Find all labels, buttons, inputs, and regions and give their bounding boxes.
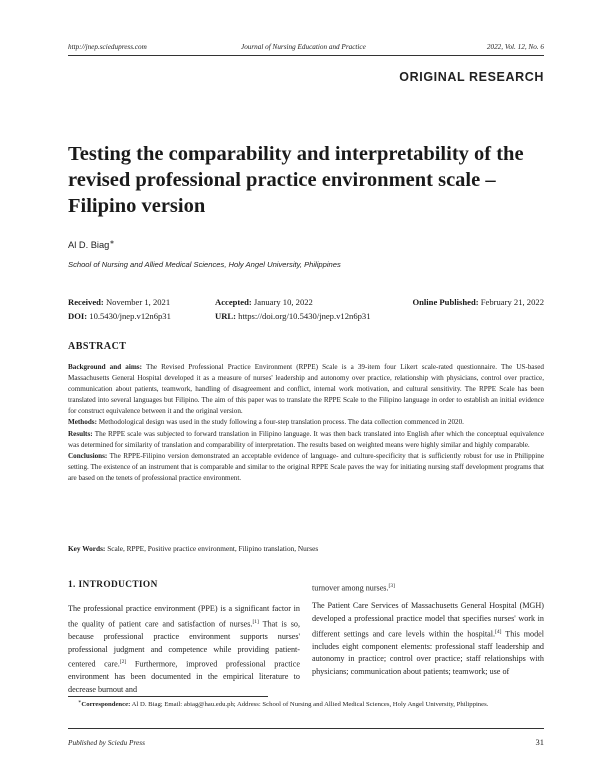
ref-1[interactable]: [1]	[252, 618, 259, 625]
keywords	[68, 544, 318, 553]
footnote-mark: ∗	[78, 700, 82, 705]
ref-3[interactable]: [3]	[388, 583, 395, 589]
intro-text-e: The Patient Care Services of Massachusetts General Hospital (MGH) developed a professional practice model that specifies nurses' work in different settings and care levels within the hospital.	[312, 601, 544, 639]
background-label: Background and aims:	[68, 363, 142, 371]
url	[215, 311, 371, 321]
abstract-conclusions	[68, 451, 544, 484]
ref-2[interactable]: [2]	[119, 659, 127, 666]
received-label: Received:	[68, 297, 104, 307]
background-text: The Revised Professional Practice Environment (RPPE) Scale is a 39-item four Likert scale-rated questionnaire. The US-based Massachusetts General Hospital developed it as a measure of nurses' leadership and autonomy over practice, relationship with physicians, control over practice, communication about patients, teamwork, handling of disagreement and conflict, internal work motivation, and cultural sensitivity. The RPPE Scale has been translated into several languages but Filipino. The aim of this paper was to translate the RPPE Scale to the Filipino language in order to establish an initial evidence for construct equivalence between it and the original version.	[68, 363, 544, 416]
footnote-text: Al D. Biag; Email: abiag@hau.edu.ph; Address: School of Nursing and Allied Medical Sciences, Holy Angel University, Philippines.	[130, 701, 489, 709]
header-url[interactable]: http://jnep.sciedupress.com	[68, 43, 147, 51]
doi	[68, 311, 171, 321]
keywords-label: Key Words:	[68, 544, 106, 553]
affiliation: School of Nursing and Allied Medical Sciences, Holy Angel University, Philippines	[68, 260, 341, 269]
abstract-body	[68, 362, 544, 484]
doi-value[interactable]: 10.5430/jnep.v12n6p31	[89, 311, 171, 321]
methods-label: Methods:	[68, 418, 97, 427]
intro-text-d: turnover among nurses.	[312, 583, 389, 593]
author	[68, 239, 114, 250]
header-journal: Journal of Nursing Education and Practice	[241, 43, 366, 51]
intro-paragraph-1	[68, 603, 300, 697]
accepted-label: Accepted:	[215, 297, 252, 307]
footer-rule	[68, 728, 544, 729]
ref-4[interactable]: [4]	[495, 628, 502, 635]
results-text: The RPPE scale was subjected to forward translation in Filipino language. It was then back translated into English after which the conceptual equivalence was determined for similarity of translation and comparability of interpretation. The results based on weighted means were highly similar and highly comparable.	[68, 429, 545, 449]
methods-text: Methodological design was used in the study following a four-step translation process. The data collection commenced in 2020.	[98, 418, 464, 427]
abstract-methods	[68, 417, 544, 428]
conclusions-label: Conclusions:	[68, 451, 108, 460]
doi-label: DOI:	[68, 311, 88, 321]
intro-paragraph-cont	[312, 580, 544, 595]
intro-text-f: This model includes eight component elements: professional staff leadership and autonomy in practice; control over practice; staff relationships with physicians; communication about patients; teamwork; use of	[312, 629, 544, 676]
accepted-date: January 10, 2022	[253, 297, 313, 307]
intro-text-b: That is so, because professional practice environment supports nurses' professional judgment and competence while providing patient-centered care.	[68, 619, 300, 669]
url-label: URL:	[215, 311, 237, 321]
header-issue: 2022, Vol. 12, No. 6	[486, 43, 544, 51]
received-date: November 1, 2021	[105, 297, 171, 307]
online-label: Online Published:	[412, 297, 479, 307]
article-title: Testing the comparability and interpretability of the revised professional practice environment scale – Filipino version	[68, 143, 524, 217]
online-date: February 21, 2022	[480, 297, 544, 307]
abstract-results	[68, 429, 544, 451]
publisher: Published by Sciedu Press	[68, 738, 145, 747]
header-rule	[68, 55, 544, 56]
received	[68, 297, 170, 307]
abstract-background	[68, 362, 544, 417]
accepted	[215, 297, 313, 307]
footnote-label: Correspondence:	[81, 701, 131, 709]
footnote	[68, 698, 544, 710]
intro-right-column	[312, 580, 544, 679]
online-published	[412, 297, 544, 307]
author-mark: ∗	[109, 240, 115, 246]
footnote-rule	[68, 696, 268, 697]
url-link[interactable]: https://doi.org/10.5430/jnep.v12n6p31	[238, 311, 371, 321]
page-number: 31	[535, 737, 544, 747]
intro-paragraph-2	[312, 600, 544, 678]
section-tag: ORIGINAL RESEARCH	[399, 70, 544, 84]
keywords-text: Scale, RPPE, Positive practice environment, Filipino translation, Nurses	[107, 544, 319, 553]
conclusions-text: The RPPE-Filipino version demonstrated an acceptable evidence of language- and culture-specificity that is sufficiently robust for use in Philippine setting. The existence of an instrument that is comparable and similar to the original RPPE Scale paves the way for initiating nursing staff development programs that are based on the tenets of professional practice environment.	[68, 451, 544, 482]
intro-left-column	[68, 603, 300, 697]
intro-text-c: Furthermore, improved professional practice environment has been documented in the empirical literature to decrease burnout and	[68, 659, 300, 694]
author-name: Al D. Biag	[68, 240, 110, 251]
intro-heading: 1. INTRODUCTION	[68, 580, 158, 590]
results-label: Results:	[68, 429, 93, 438]
intro-text-a: The professional practice environment (PPE) is a significant factor in the quality of patient care and satisfaction of nurses.	[68, 604, 300, 629]
abstract-heading: ABSTRACT	[68, 341, 127, 352]
